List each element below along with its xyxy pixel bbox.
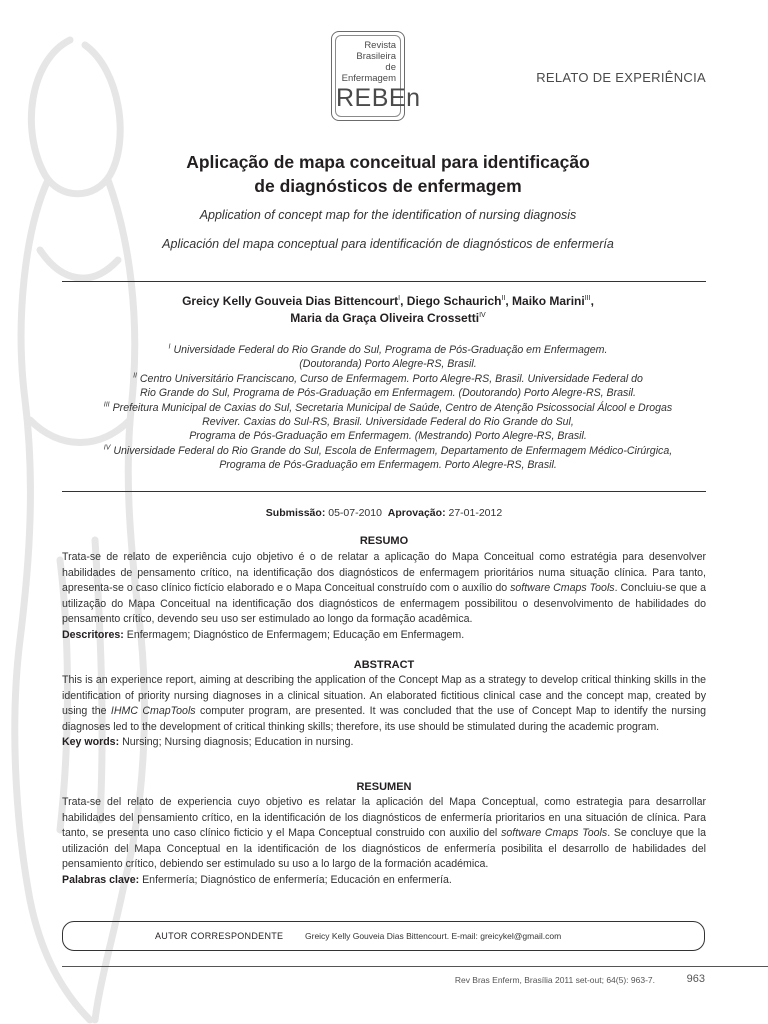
affiliation-item bbox=[70, 401, 706, 415]
logo-text-enfermagem: de Enfermagem bbox=[341, 62, 396, 84]
keywords-label: Key words: bbox=[62, 736, 120, 748]
logo-acronym: REBEn bbox=[336, 84, 421, 112]
corresponding-author-label: AUTOR CORRESPONDENTE bbox=[155, 931, 284, 941]
affiliation-mark: III bbox=[103, 401, 110, 409]
affiliations bbox=[70, 343, 706, 473]
abstract-body bbox=[62, 673, 706, 751]
abstract-text-part: computer program, are presented. It was concluded that the use of Concept Map to identify the nursing diagnoses led to the development of critical thinking skills; therefore, its use should be stimulated during the academic program. bbox=[62, 705, 706, 733]
affiliation-line: Rio Grande do Sul, Programa de Pós-Graduação em Enfermagem. (Doutorando) Porto Alegre-RS, Brasil. bbox=[140, 387, 636, 400]
affiliation-item bbox=[70, 444, 706, 458]
affiliation-mark: II bbox=[133, 372, 137, 380]
affiliation-line: Programa de Pós-Graduação em Enfermagem. Porto Alegre-RS, Brasil. bbox=[219, 459, 557, 472]
journal-citation: Rev Bras Enferm, Brasília 2011 set-out; 64(5): 963-7. bbox=[454, 975, 655, 985]
author-mark: IV bbox=[479, 312, 486, 319]
resumen-text bbox=[62, 795, 706, 873]
abstract-keywords bbox=[62, 735, 706, 751]
author-name: Maria da Graça Oliveira Crossetti bbox=[290, 311, 480, 325]
affiliation-line: Programa de Pós-Graduação em Enfermagem. (Mestrando) Porto Alegre-RS, Brasil. bbox=[189, 430, 587, 443]
affiliation-mark: IV bbox=[103, 444, 111, 452]
author-mark: III bbox=[584, 295, 591, 302]
subtitle-spanish: Aplicación del mapa conceptual para identificación de diagnósticos de enfermería bbox=[162, 237, 614, 251]
approval-label: Aprovação: bbox=[387, 507, 446, 519]
resumo-heading: RESUMO bbox=[359, 535, 409, 547]
abstract-text bbox=[62, 673, 706, 735]
resumen-body bbox=[62, 795, 706, 888]
corresponding-author-info: Greicy Kelly Gouveia Dias Bittencourt. E-mail: greicykel@gmail.com bbox=[305, 931, 562, 941]
keywords-label: Descritores: bbox=[62, 628, 124, 641]
submission-dates bbox=[0, 507, 768, 519]
abstract-text-italic: IHMC CmapTools bbox=[110, 705, 196, 717]
affiliation-item bbox=[70, 343, 706, 357]
keywords-value: Enfermagem; Diagnóstico de Enfermagem; Educação em Enfermagem. bbox=[126, 628, 465, 641]
article-title bbox=[100, 150, 676, 198]
abstract-heading: ABSTRACT bbox=[353, 659, 415, 671]
journal-logo bbox=[331, 31, 421, 121]
approval-value: 27-01-2012 bbox=[448, 507, 503, 519]
footer-divider bbox=[62, 966, 768, 967]
subtitle-english: Application of concept map for the identification of nursing diagnosis bbox=[199, 208, 577, 222]
keywords-label: Palabras clave: bbox=[62, 873, 140, 886]
affiliation-line: Universidade Federal do Rio Grande do Sul, Escola de Enfermagem, Departamento de Enfermagem Médico-Cirúrgica, bbox=[113, 444, 673, 457]
author-mark: II bbox=[501, 295, 506, 302]
resumen-text-italic: software Cmaps Tools bbox=[501, 827, 608, 839]
resumo-text bbox=[62, 550, 706, 628]
title-line-1: Aplicação de mapa conceitual para identificação bbox=[186, 152, 590, 172]
page-number: 963 bbox=[686, 973, 705, 985]
resumo-text-italic: software Cmaps Tools bbox=[510, 582, 615, 594]
section-label: RELATO DE EXPERIÊNCIA bbox=[536, 70, 706, 85]
affiliation-line: (Doutoranda) Porto Alegre-RS, Brasil. bbox=[299, 358, 477, 371]
resumen-text-part: . Se concluye que la utilización del Mapa Conceptual en la identificación de los diagnósticos de enfermería posibilita el desarrollo de habilidades del pensamiento crítico, debiendo ser estimulado su uso a lo largo de la formación académica. bbox=[62, 827, 706, 870]
keywords-value: Enfermería; Diagnóstico de enfermería; Educación en enfermería. bbox=[142, 873, 452, 886]
affiliation-mark: I bbox=[168, 343, 171, 351]
resumo-keywords bbox=[62, 628, 706, 644]
header-divider bbox=[62, 281, 706, 282]
resumen-keywords bbox=[62, 873, 706, 889]
affiliation-line: Reviver. Caxias do Sul-RS, Brasil. Universidade Federal do Rio Grande do Sul, bbox=[202, 416, 574, 429]
submission-label: Submissão: bbox=[265, 507, 326, 519]
affiliations-divider bbox=[62, 491, 706, 492]
author-separator: , bbox=[590, 294, 594, 308]
journal-logo-inner bbox=[335, 35, 421, 117]
author-name: Greicy Kelly Gouveia Dias Bittencourt bbox=[182, 294, 399, 308]
affiliation-line: Centro Universitário Franciscano, Curso de Enfermagem. Porto Alegre-RS, Brasil. Universidade Federal do bbox=[139, 372, 643, 385]
author-list bbox=[90, 293, 686, 327]
abstract-text-part: This is an experience report, aiming at describing the application of the Concept Map as a strategy to develop critical thinking skills in the identification of priority nursing diagnoses in a clinical situation. An elaborated fictitious clinical case and the concept map, created by using the bbox=[62, 674, 706, 717]
author-separator: , bbox=[400, 294, 407, 308]
resumo-text-part: Trata-se de relato de experiência cujo objetivo é o de relatar a aplicação do Mapa Conceitual como estratégia para desenvolver habilidades de pensamento crítico, na identificação dos diagnósticos de enfermagem prioritários numa situação clínica. Para tanto, apresenta-se o caso clínico fictício elaborado e o Mapa Conceitual construído com o auxílio do bbox=[62, 551, 706, 594]
author-name: Diego Schaurich bbox=[406, 294, 502, 308]
author-name: Maiko Marini bbox=[512, 294, 585, 308]
affiliation-line: Prefeitura Municipal de Caxias do Sul, Secretaria Municipal de Saúde, Centro de Atenção Psicossocial Álcool e Drogas bbox=[112, 401, 673, 414]
affiliation-line: Universidade Federal do Rio Grande do Sul, Programa de Pós-Graduação em Enfermagem. bbox=[173, 344, 608, 356]
resumo-text-part: . Concluiu-se que a utilização do Mapa Conceitual na identificação dos diagnósticos de enfermagem possibilitou o desenvolvimento de habilidades do pensamento crítico, devendo seu uso ser estimulado ao longo da formação acadêmica. bbox=[62, 582, 707, 625]
resumen-heading: RESUMEN bbox=[356, 781, 412, 793]
author-mark: I bbox=[398, 295, 401, 302]
title-line-2: de diagnósticos de enfermagem bbox=[254, 176, 522, 196]
submission-value: 05-07-2010 bbox=[328, 507, 382, 519]
author-separator: , bbox=[505, 294, 513, 308]
keywords-value: Nursing; Nursing diagnosis; Education in nursing. bbox=[122, 736, 354, 748]
resumen-text-part: Trata-se del relato de experiencia cuyo objetivo es relatar la aplicación del Mapa Conceptual, como estrategia para desarrollar habilidades del pensamiento crítico, en la identificación de los diagnósticos de enfermería prioritarios en una situación de clínica. Para tanto, se presenta uno caso clínico ficticio y el Mapa Conceptual construido con auxilio del bbox=[62, 796, 706, 839]
logo-text-revista: Revista bbox=[364, 40, 396, 51]
logo-text-brasileira: Brasileira bbox=[356, 51, 396, 62]
resumo-body bbox=[62, 550, 706, 643]
affiliation-item bbox=[70, 372, 706, 386]
